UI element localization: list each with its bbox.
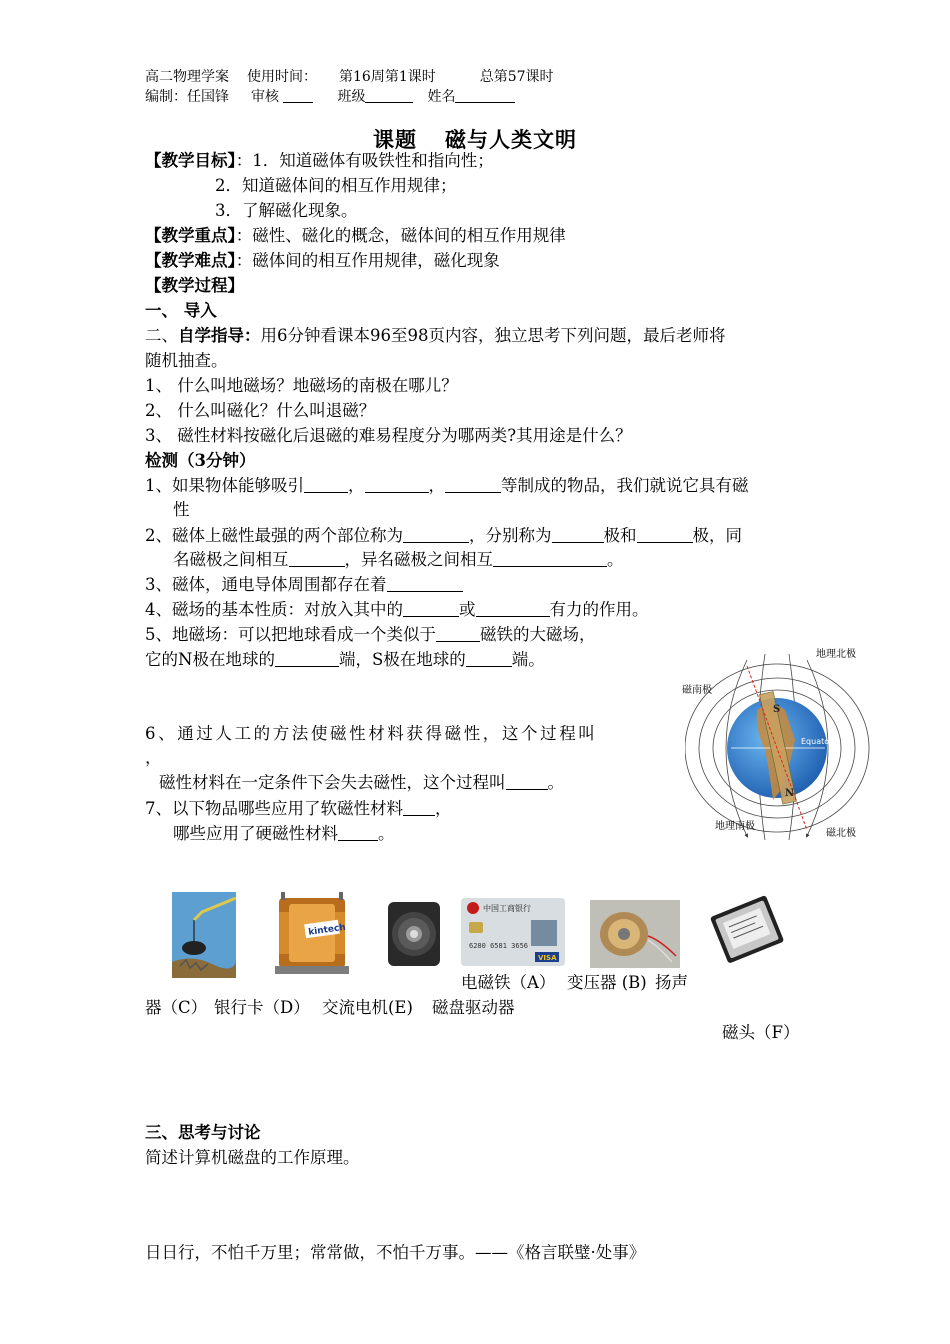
question-3: 3、 磁性材料按磁化后退磁的难易程度分为哪两类?其用途是什么？ [145, 426, 632, 445]
s-pole-letter: S [773, 704, 781, 715]
header-line-1 [145, 68, 554, 86]
caption-speaker-a: 扬声 [655, 973, 688, 992]
name-blank[interactable] [455, 90, 515, 103]
caption-disk-drive: 磁盘驱动器 [432, 998, 515, 1017]
q7-blank-2[interactable] [338, 824, 378, 841]
q2-text-a: 2、磁体上磁性最强的两个部位称为 [145, 526, 403, 545]
self-study-text-2: 随机抽查。 [145, 351, 228, 370]
header-line-2 [145, 88, 515, 106]
q7-text-c: 哪些应用了硬磁性材料 [173, 824, 338, 843]
q5-blank-3[interactable] [466, 650, 512, 667]
test-q5-cont [145, 648, 545, 672]
q5-text-c: 它的N极在地球的 [145, 650, 275, 669]
teaching-goals [145, 149, 494, 173]
goal-item-3: 3．了解磁化现象。 [215, 201, 358, 220]
test-q7-cont [173, 822, 395, 846]
caption-magnetic-head: 磁头（F） [722, 1023, 800, 1042]
header-name-label: 姓名 [427, 89, 456, 105]
header-author: 编制：任国锋 [145, 89, 229, 105]
q6-text-c: 磁性材料在一定条件下会失去磁性，这个过程叫 [159, 773, 506, 792]
test-q1 [145, 474, 749, 498]
q4-blank-1[interactable] [403, 600, 459, 617]
q5-blank-2[interactable] [275, 650, 339, 667]
n-pole-letter: N [785, 788, 795, 799]
transformer-brand-label: kintech [307, 922, 347, 938]
q5-blank-1[interactable] [436, 625, 480, 642]
caption-bank-card: 银行卡（D） [214, 998, 310, 1017]
q2-text-g: 。 [607, 550, 624, 569]
header-total-lesson: 总第57课时 [479, 69, 554, 85]
q1-blank-2[interactable] [365, 476, 429, 493]
section-discussion-text: 简述计算机磁盘的工作原理。 [145, 1148, 360, 1167]
header-class-label: 班级 [337, 89, 366, 105]
section-discussion-heading: 三、思考与讨论 [145, 1123, 261, 1142]
difficulties-label: 【教学难点】 [145, 251, 236, 270]
self-study-label: 自学指导： [178, 326, 261, 345]
bank-name-label: 中国工商银行 [483, 904, 531, 913]
bank-card-photo [461, 898, 565, 966]
q7-text-d: 。 [378, 824, 395, 843]
section-intro: 一、 导入 [145, 301, 217, 320]
header-subject: 高二物理学案 [145, 69, 229, 85]
geo-south-label: 地理南极 [715, 821, 755, 832]
caption-transformer: 变压器 (B) [567, 973, 647, 992]
process-label: 【教学过程】 [145, 276, 244, 295]
card-number-label: 6280 6581 3656 [469, 942, 529, 950]
q7-blank-1[interactable] [403, 799, 435, 816]
goal-item-2: 2．知道磁体间的相互作用规律； [215, 176, 457, 195]
q6-text-d: 。 [547, 773, 564, 792]
header-usage-time: 使用时间： [247, 69, 317, 85]
q4-text-b: 或 [459, 600, 476, 619]
mag-north-label: 磁北极 [826, 828, 856, 839]
equator-label: Equator [801, 737, 833, 746]
q1-text-d: 等制成的物品，我们就说它具有磁 [501, 476, 749, 495]
q1-text-b: ， [348, 476, 365, 495]
q4-blank-2[interactable] [476, 600, 550, 617]
q2-blank-4[interactable] [289, 550, 345, 567]
q2-text-d: 极，同 [692, 526, 742, 545]
goals-label: 【教学目标】 [145, 151, 236, 170]
caption-speaker-b: 器（C） [145, 998, 208, 1017]
card-brand-label: VISA [538, 954, 557, 962]
key-points-label: 【教学重点】 [145, 226, 236, 245]
question-1: 1、 什么叫地磁场？地磁场的南极在哪儿？ [145, 376, 458, 395]
earth-field-svg [685, 640, 870, 845]
disk-drive-head-photo [705, 890, 791, 968]
self-study-text-1: 用6分钟看课本96至98页内容，独立思考下列问题，最后老师将 [260, 326, 726, 345]
caption-ac-motor: 交流电机(E) [322, 998, 413, 1017]
q5-text-d: 端，S极在地球的 [338, 650, 466, 669]
q2-text-e: 名磁极之间相互 [173, 550, 289, 569]
q2-blank-3[interactable] [637, 526, 693, 543]
q5-text-b: 磁铁的大磁场， [480, 625, 596, 644]
q1-text-a: 1、如果物体能够吸引 [145, 476, 304, 495]
header-reviewer-label: 审核 [251, 89, 279, 105]
q1-blank-1[interactable] [304, 476, 348, 493]
mag-south-label: 磁南极 [682, 685, 712, 696]
test-q6-cont [159, 771, 564, 795]
q5-text-a: 5、地磁场：可以把地球看成一个类似于 [145, 625, 436, 644]
q5-text-e: 端。 [511, 650, 545, 669]
test-q2-cont [173, 548, 624, 572]
caption-electromagnet: 电磁铁（A） [461, 973, 556, 992]
speaker-photo [386, 898, 442, 970]
transformer-photo [275, 892, 349, 980]
earth-magnetic-field-figure [682, 640, 870, 845]
q7-text-a: 7、以下物品哪些应用了软磁性材料 [145, 799, 403, 818]
q3-blank-1[interactable] [387, 575, 463, 592]
class-blank[interactable] [365, 90, 413, 103]
q7-text-b: ， [435, 799, 452, 818]
reviewer-blank[interactable] [283, 90, 313, 103]
key-points-text: ：磁性、磁化的概念，磁体间的相互作用规律 [235, 226, 566, 245]
test-q2 [145, 524, 742, 548]
q6-text-b: ， [145, 748, 162, 767]
difficulties-text: ：磁体间的相互作用规律，磁化现象 [235, 251, 500, 270]
test-q6: 6、通过人工的方法使磁性材料获得磁性，这个过程叫 [145, 724, 598, 743]
q2-text-c: 极和 [603, 526, 637, 545]
question-2: 2、 什么叫磁化？什么叫退磁？ [145, 401, 376, 420]
test-q4 [145, 598, 649, 622]
closing-quote: 日日行，不怕千万里；常常做，不怕千万事。——《格言联璧·处事》 [145, 1243, 646, 1262]
difficulties [145, 249, 500, 273]
test-q3 [145, 573, 463, 597]
q4-text-a: 4、磁场的基本性质：对放入其中的 [145, 600, 403, 619]
section2-num: 二、 [145, 326, 178, 345]
q6-blank-1[interactable] [506, 773, 548, 790]
title-text: 磁与人类文明 [445, 127, 577, 152]
key-points [145, 224, 566, 248]
test-q5 [145, 623, 596, 647]
geo-north-label: 地理北极 [816, 649, 856, 660]
title-label: 课题 [373, 127, 417, 152]
q1-text-c: ， [428, 476, 445, 495]
q2-blank-5[interactable] [493, 550, 607, 567]
test-q7 [145, 797, 452, 821]
test-heading: 检测（3分钟） [145, 451, 256, 470]
electromagnet-crane-photo [172, 892, 236, 978]
q3-text-a: 3、磁体，通电导体周围都存在着 [145, 575, 387, 594]
q2-blank-1[interactable] [403, 526, 469, 543]
goal-item-1: 1．知道磁体有吸铁性和指向性； [252, 151, 494, 170]
q1-blank-3[interactable] [445, 476, 501, 493]
header-week-lesson: 第16周第1课时 [339, 69, 436, 85]
q4-text-c: 有力的作用。 [549, 600, 649, 619]
self-study-guide [145, 324, 726, 348]
ac-motor-photo [590, 900, 680, 968]
q2-text-b: ，分别称为 [469, 526, 552, 545]
q2-text-f: ，异名磁极之间相互 [344, 550, 493, 569]
goals-sep: ： [235, 151, 253, 170]
q1-text-e: 性 [173, 500, 190, 519]
q2-blank-2[interactable] [552, 526, 604, 543]
